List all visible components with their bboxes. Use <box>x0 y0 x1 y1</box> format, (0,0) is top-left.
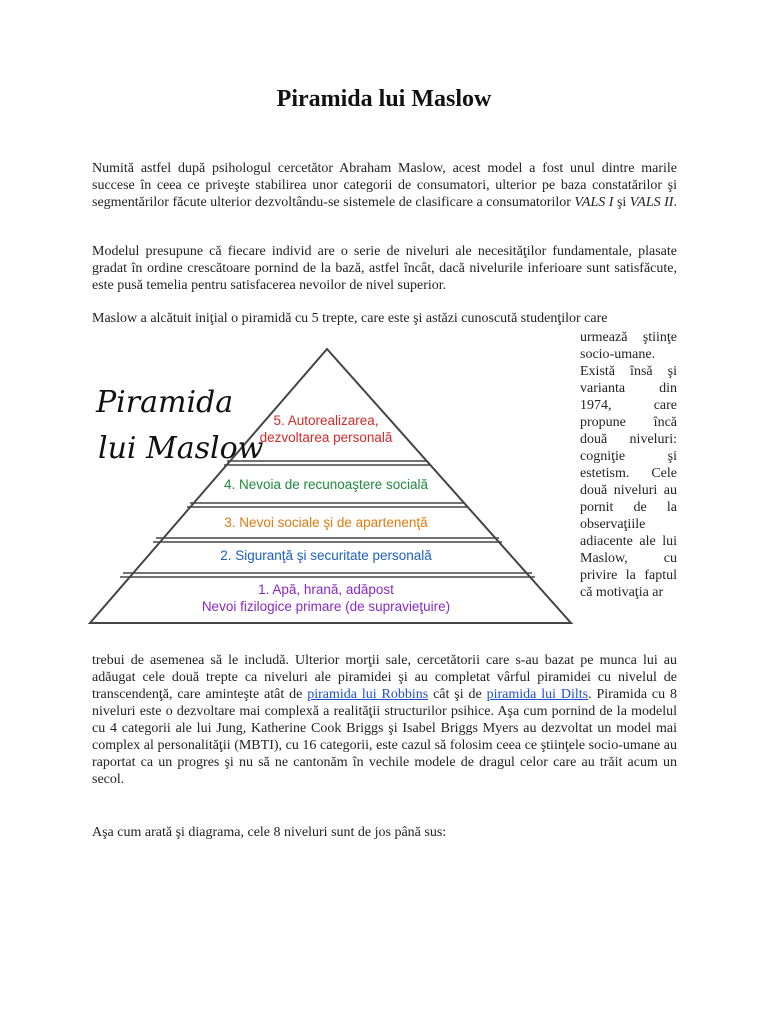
intro-conjunction: şi <box>613 195 630 210</box>
paragraph-model: Modelul presupune că fiecare individ are o serie de niveluri ale necesităţilor fundamentale, plasate gradat în ordine crescătoare pornind de la bază, astfel încât, dacă nivelurile inferioare sunt satisfăcute, este pusă temelia pentru satisfacerea nevoilor de nivel superior. <box>92 244 677 293</box>
level-4-label: 4. Nevoia de recunoaştere socială <box>223 477 429 492</box>
level-5-line1: 5. Autorealizarea, <box>273 413 379 428</box>
pyramid-title-line2: lui Maslow <box>98 431 264 466</box>
vals-2-term: VALS II <box>629 195 674 210</box>
page-title: Piramida lui Maslow <box>276 86 492 112</box>
intro-text: Numită astfel după psihologul cercetător Abraham Maslow, acest model a fost unul dintre marile succese în ceea ce priveşte stabilirea unor categorii de consumatori, ulterior pe baza constatărilor şi segmentărilor făcute ulterior dezvoltându-se sistemele de clasificare a consumatorilor <box>92 161 677 210</box>
intro-end: . <box>673 195 677 210</box>
paragraph-levels-intro: Aşa cum arată şi diagrama, cele 8 niveluri sunt de jos până sus: <box>92 825 447 840</box>
continuation-text-c: . Piramida cu 8 niveluri este o dezvoltare mai complexă a realităţii structurilor psihice. Aşa cum pornind de la modelul cu 4 categorii ale lui Jung, Katherine Cook Briggs şi Isabel Briggs Myers au dezvoltat un model mai complex al personalităţii (MBTI), cu 16 categorii, este cazul să folosim ceea ce ştiinţele socio-umane au raportat ca un progres şi nu să ne cantonăm în vechile modele de dragul celor care au trăit acum un secol. <box>92 687 677 787</box>
continuation-text-a: trebui de asemenea să le includă. Ulterior morţii sale, cercetătorii care s-au bazat pe munca lui au adăugat cele două trepte ca niveluri ale piramidei şi au completat vârful piramidei cu nivelul de transcendenţă, care aminteşte atât de <box>92 653 677 702</box>
level-1-line1: 1. Apă, hrană, adăpost <box>258 582 394 597</box>
level-1-line2: Nevoi fizilogice primare (de supravieţuire) <box>201 599 451 614</box>
vals-1-term: VALS I <box>574 195 614 210</box>
paragraph-pyramid-lead: Maslow a alcătuit iniţial o piramidă cu 5 trepte, care este şi astăzi cunoscută studenţilor care <box>92 311 608 326</box>
level-5-line2: dezvoltarea personală <box>259 430 393 445</box>
paragraph-continuation <box>92 652 677 788</box>
paragraph-side-column: urmează ştiinţe socio-umane. Există însă şi varianta din 1974, care propune încă două niveluri: cogniţie şi estetism. Cele două niveluri au pornit de la observaţiile adiacente ale lui Maslow, cu privire la faptul că motivaţia ar <box>580 330 677 600</box>
link-dilts-pyramid[interactable]: piramida lui Dilts <box>486 687 589 702</box>
level-3-label: 3. Nevoi sociale şi de apartenenţă <box>224 515 428 530</box>
paragraph-intro <box>92 160 677 211</box>
maslow-pyramid-image <box>86 345 576 625</box>
level-2-label: 2. Siguranţă şi securitate personală <box>220 548 432 563</box>
continuation-text-b: cât şi de <box>428 687 487 702</box>
pyramid-title-line1: Piramida <box>96 385 234 420</box>
link-robbins-pyramid[interactable]: piramida lui Robbins <box>307 687 429 702</box>
